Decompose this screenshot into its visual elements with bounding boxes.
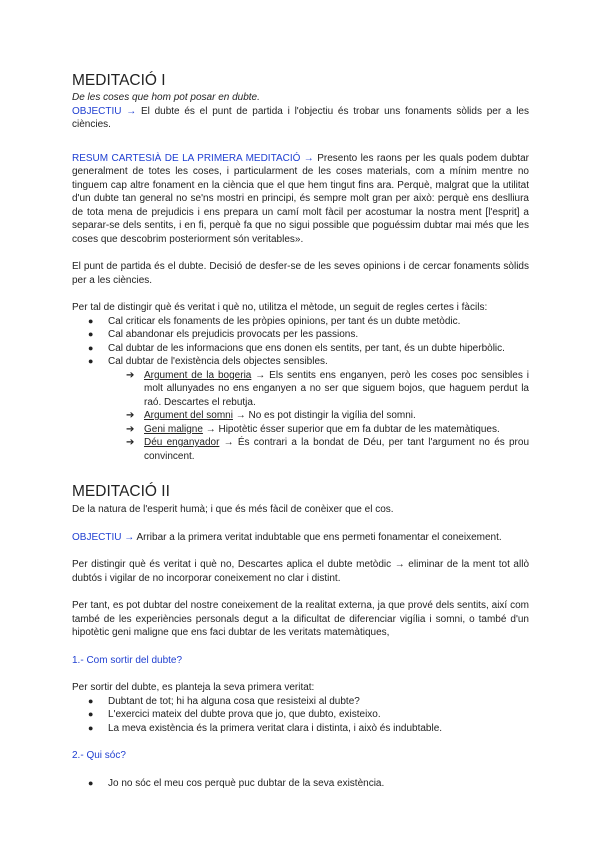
- list-item: ● Jo no sóc el meu cos perquè puc dubtar de la seva existència.: [88, 777, 385, 789]
- question-2-list: [72, 777, 529, 791]
- question-1-heading: 1.- Com sortir del dubte?: [72, 654, 183, 666]
- resum-text: Presento les raons per les quals podem dubtar generalment de totes les coses, i particularment de les coses materials, com a mínim mentre no tinguem cap altre fonament en la ciència que el que hem tingut fins ara. Perquè, malgrat que la utilitat d'un dubte tan general no se'ns mostri en principi, és sempre molt gran per això: perquè ens deslliura de tota mena de prejudicis i ens prepara un camí molt fàcil per acostumar la nostra ment [l'esprit] a separar-se dels sentits, i en fi, perquè fa que no sigui possible que poguéssim dubtar mai més que les coses que descobrim posteriorment són veritables».: [72, 152, 529, 245]
- per-tal-paragraph: Per tal de distingir què és veritat i què no, utilitza el mètode, un seguit de regles certes i fàcils:: [72, 302, 488, 313]
- argument-item: ➔ Argument de la bogeria → Els sentits ens enganyen, però les coses poc sensibles i molt allunyades no ens enganyen a no ser que siguem bojos, que haguem perdut la raó. Descartes el rebutja.: [126, 369, 529, 408]
- arguments-list: [72, 369, 529, 464]
- list-item: ● L'exercici mateix del dubte prova que jo, que dubto, existeixo.: [88, 709, 381, 720]
- argument-name: Geni maligne: [144, 423, 203, 435]
- bullet-icon: ●: [88, 342, 94, 353]
- meditacio-1-title: MEDITACIÓ I: [72, 72, 166, 89]
- question-2-heading: 2.- Qui sóc?: [72, 750, 126, 761]
- bullet-icon: ●: [88, 709, 94, 719]
- argument-item: ➔ Déu enganyador → És contrari a la bondat de Déu, per tant l'argument no és prou convincent.: [126, 437, 530, 462]
- argument-name: Argument de la bogeria: [144, 369, 252, 381]
- per-distingir-paragraph: Per distingir què és veritat i què no, Descartes aplica el dubte metòdic → eliminar de la ment tot allò dubtós i vigilar de no incorporar coneixement no clar i distint.: [72, 559, 529, 584]
- objectiu-label: OBJECTIU →: [72, 105, 137, 117]
- bullet-icon: ●: [88, 722, 94, 733]
- meditacio-1-subtitle: De les coses que hom pot posar en dubte.: [72, 92, 260, 103]
- arrow-icon: ➔: [126, 423, 135, 435]
- list-item: ● La meva existència és la primera veritat clara i distinta, i això és indubtable.: [88, 722, 443, 734]
- argument-item: ➔ Geni maligne → Hipotètic ésser superior que em fa dubtar de les matemàtiques.: [126, 423, 500, 435]
- list-item: ● Cal criticar els fonaments de les pròpies opinions, per tant és un dubte metòdic.: [88, 315, 461, 327]
- bullet-icon: ●: [88, 315, 94, 326]
- meditacio-2-title: MEDITACIÓ II: [72, 483, 170, 500]
- meditacio-2-subtitle: De la natura de l'esperit humà; i que és més fàcil de conèixer que el cos.: [72, 504, 394, 515]
- meditacio-2-objectiu: [72, 531, 529, 545]
- question-1-list: [72, 695, 529, 736]
- punt-partida-paragraph: El punt de partida és el dubte. Decisió de desfer-se de les seves opinions i de cercar fonaments sòlids per a les ciències.: [72, 261, 529, 286]
- bullet-icon: ●: [88, 356, 94, 366]
- bullet-icon: ●: [88, 695, 94, 706]
- list-item: ● Cal abandonar els prejudicis provocats per les passions.: [88, 329, 359, 340]
- resum-paragraph: [72, 152, 529, 247]
- question-1-intro: Per sortir del dubte, es planteja la seva primera veritat:: [72, 682, 315, 693]
- arrow-icon: ➔: [126, 410, 135, 421]
- argument-name: Argument del somni: [144, 410, 233, 421]
- bullet-icon: ●: [88, 777, 94, 788]
- argument-item: ➔ Argument del somni → No es pot distingir la vigília del somni.: [126, 410, 416, 421]
- argument-name: Déu enganyador: [144, 437, 220, 448]
- per-tant-paragraph: Per tant, es pot dubtar del nostre coneixement de la realitat externa, ja que prové dels sentits, així com també de les experiències personals degut a la dificultat de diferenciar vigília i somni, o també d'un hipotètic geni maligne que ens faci dubtar de les veritats matemàtiques,: [72, 600, 529, 638]
- objectiu-label: OBJECTIU →: [72, 531, 135, 543]
- list-item: ● Cal dubtar de les informacions que ens donen els sentits, per tant, és un dubte hiperbòlic.: [88, 342, 505, 354]
- document-content: [72, 72, 529, 790]
- method-rules-list: [72, 315, 529, 369]
- meditacio-1-objectiu: [72, 105, 529, 132]
- resum-label: RESUM CARTESIÀ DE LA PRIMERA MEDITACIÓ →: [72, 152, 314, 164]
- arrow-icon: ➔: [126, 437, 135, 448]
- bullet-icon: ●: [88, 329, 94, 339]
- list-item: ● Cal dubtar de l'existència dels objectes sensibles.: [88, 356, 328, 367]
- list-item: ● Dubtant de tot; hi ha alguna cosa que resisteixi al dubte?: [88, 695, 360, 707]
- arrow-icon: ➔: [126, 369, 135, 381]
- objectiu-text: El dubte és el punt de partida i l'objectiu és trobar uns fonaments sòlids per a les ciències.: [72, 105, 529, 130]
- objectiu-text: Arribar a la primera veritat indubtable que ens permeti fonamentar el coneixement.: [134, 531, 502, 543]
